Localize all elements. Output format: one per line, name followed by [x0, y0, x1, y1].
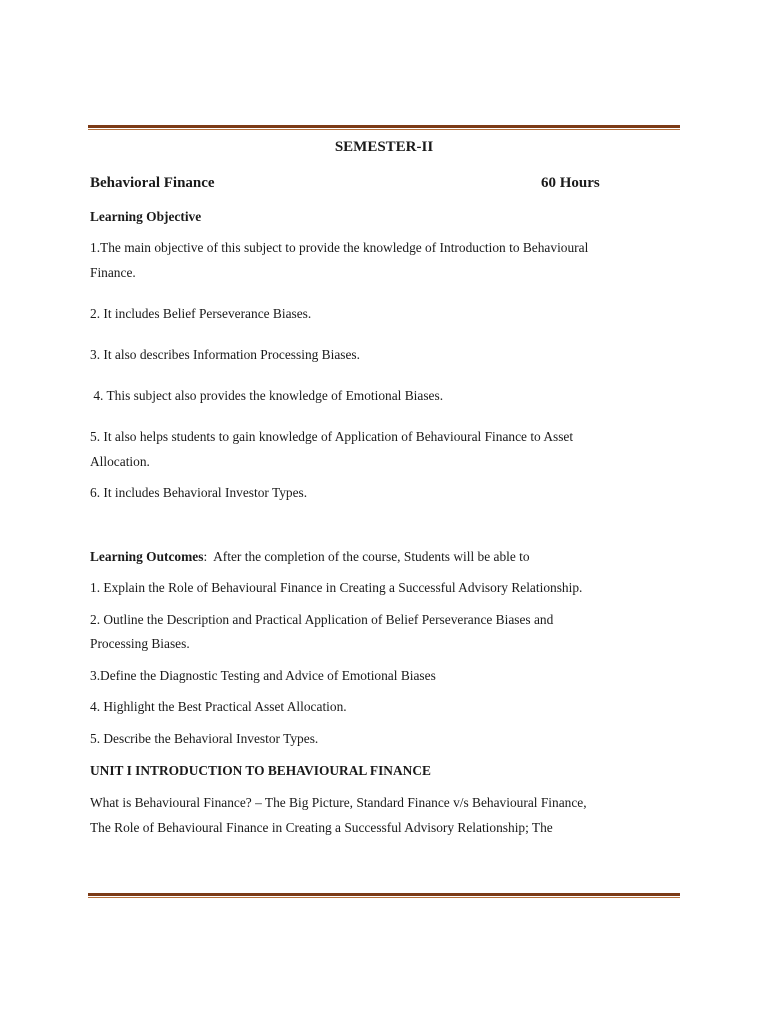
semester-title: SEMESTER-II [334, 139, 434, 155]
outcome-item-1: 1. Explain the Role of Behavioural Finance in Creating a Successful Advisory Relationship. [90, 580, 583, 595]
course-hours: 60 Hours [541, 175, 600, 191]
objective-item-4: 4. This subject also provides the knowledge of Emotional Biases. [90, 388, 444, 403]
objective-item-2: 2. It includes Belief Perseverance Biases. [90, 306, 312, 321]
objective-item-1-line-1: 1.The main objective of this subject to provide the knowledge of Introduction to Behavioural [90, 240, 589, 255]
outcome-item-2-line-2: Processing Biases. [90, 636, 190, 651]
objective-item-6: 6. It includes Behavioral Investor Types. [90, 485, 308, 500]
outcome-item-5: 5. Describe the Behavioral Investor Types. [90, 731, 319, 746]
objective-item-5-line-2: Allocation. [90, 454, 150, 469]
learning-objective-heading: Learning Objective [90, 209, 202, 224]
outcome-item-4: 4. Highlight the Best Practical Asset Allocation. [90, 699, 347, 714]
bottom-divider [88, 893, 680, 899]
learning-outcomes-heading: Learning Outcomes [90, 549, 204, 564]
objective-item-5-line-1: 5. It also helps students to gain knowledge of Application of Behavioural Finance to Asset [90, 429, 574, 444]
top-divider [88, 125, 680, 131]
objective-item-1-line-2: Finance. [90, 265, 136, 280]
objective-item-3: 3. It also describes Information Processing Biases. [90, 347, 360, 362]
outcome-item-2-line-1: 2. Outline the Description and Practical Application of Belief Perseverance Biases and [90, 612, 554, 627]
unit-1-body-line-2: The Role of Behavioural Finance in Creating a Successful Advisory Relationship; The [90, 820, 553, 835]
learning-outcomes-intro-text: : After the completion of the course, Students will be able to [203, 549, 530, 564]
outcome-item-3: 3.Define the Diagnostic Testing and Advice of Emotional Biases [90, 668, 436, 683]
course-title: Behavioral Finance [90, 175, 215, 191]
unit-1-heading: UNIT I INTRODUCTION TO BEHAVIOURAL FINANCE [90, 763, 431, 778]
learning-outcomes-intro [90, 549, 530, 565]
unit-1-body-line-1: What is Behavioural Finance? – The Big Picture, Standard Finance v/s Behavioural Finance, [90, 795, 587, 810]
